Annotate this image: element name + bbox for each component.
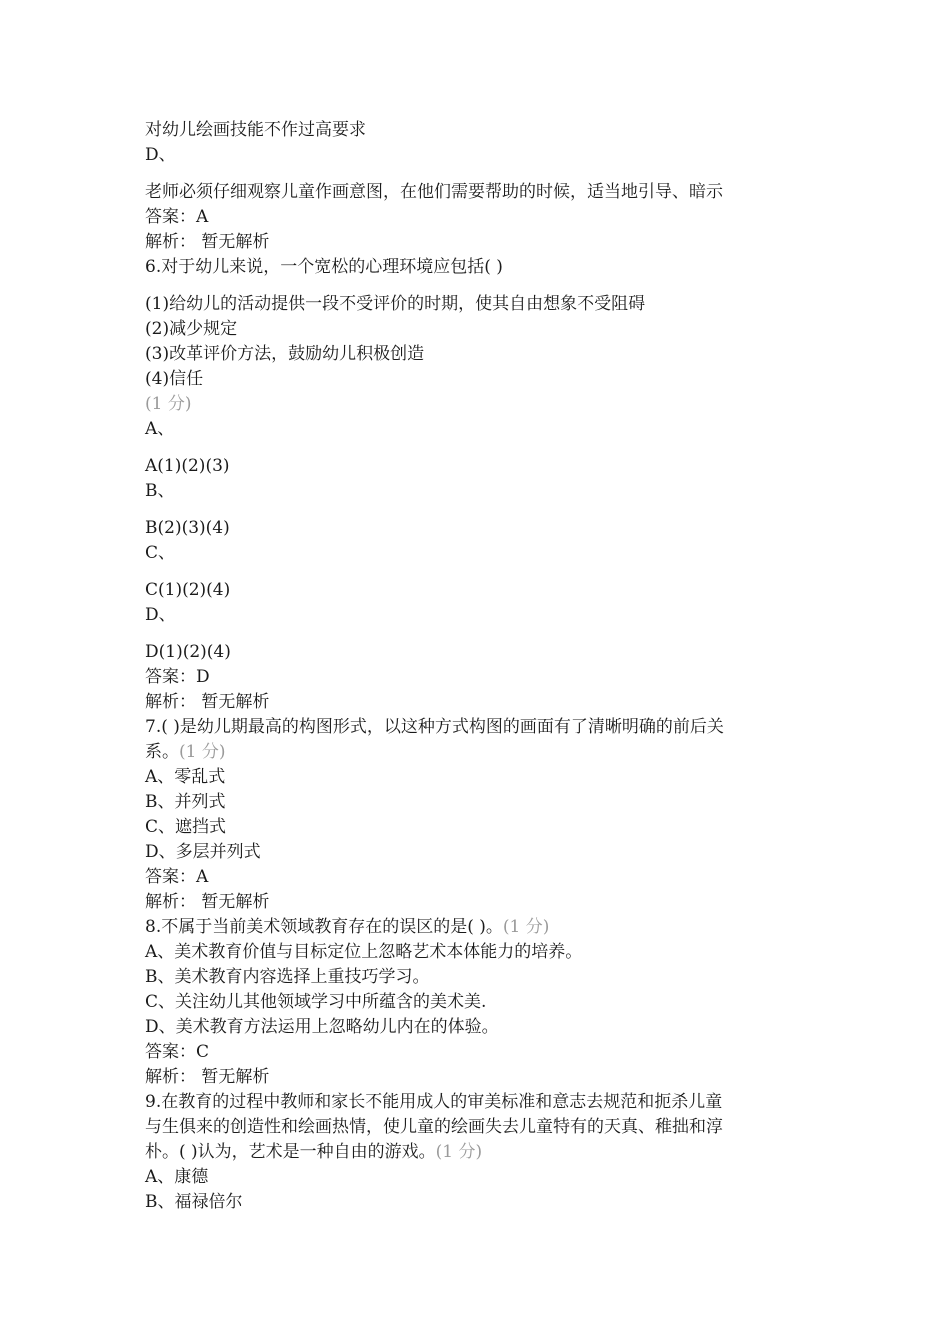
q6-option-b-label: B、 <box>145 481 175 501</box>
q6-item-1: (1)给幼儿的活动提供一段不受评价的时期，使其自由想象不受阻碍 <box>145 294 646 314</box>
q8-option-a: A、美术教育价值与目标定位上忽略艺术本体能力的培养。 <box>145 942 583 962</box>
q7-answer: 答案：A <box>145 867 209 887</box>
q6-option-a-label: A、 <box>145 419 175 439</box>
q9-option-b: B、福禄倍尔 <box>145 1192 243 1212</box>
q8-score: (1 分) <box>502 917 550 937</box>
q6-option-d-label: D、 <box>145 605 176 625</box>
q6-option-c-text: C(1)(2)(4) <box>145 580 231 600</box>
q8-option-d: D、美术教育方法运用上忽略幼儿内在的体验。 <box>145 1017 499 1037</box>
q7-stem-line-1: 7.( )是幼儿期最高的构图形式，以这种方式构图的画面有了清晰明确的前后关 <box>145 717 724 737</box>
q7-stem-line-2 <box>145 740 825 765</box>
q6-stem: 6.对于幼儿来说，一个宽松的心理环境应包括( ) <box>145 257 503 277</box>
q8-stem-line <box>145 915 825 940</box>
q7-stem-line-2-text: 系。 <box>145 742 179 762</box>
q9-stem-line-3-text: 朴。( )认为，艺术是一种自由的游戏。 <box>145 1142 436 1162</box>
q6-item-3: (3)改革评价方法，鼓励幼儿积极创造 <box>145 344 425 364</box>
q7-option-a: A、零乱式 <box>145 767 226 787</box>
prev-option-d-label: D、 <box>145 145 176 165</box>
q6-score: (1 分) <box>145 394 192 414</box>
q6-option-a-text: A(1)(2)(3) <box>145 456 230 476</box>
document-content <box>145 118 825 1215</box>
q8-option-b: B、美术教育内容选择上重技巧学习。 <box>145 967 430 987</box>
prev-option-d-text: 老师必须仔细观察儿童作画意图，在他们需要帮助的时候，适当地引导、暗示 <box>145 182 723 202</box>
q7-option-b: B、并列式 <box>145 792 226 812</box>
q8-answer: 答案：C <box>145 1042 210 1062</box>
q6-option-b-text: B(2)(3)(4) <box>145 518 230 538</box>
q7-analysis: 解析： 暂无解析 <box>145 892 270 912</box>
q8-analysis: 解析： 暂无解析 <box>145 1067 270 1087</box>
q6-option-d-text: D(1)(2)(4) <box>145 642 231 662</box>
q9-option-a: A、康德 <box>145 1167 209 1187</box>
q8-stem: 8.不属于当前美术领域教育存在的误区的是( )。 <box>145 917 503 937</box>
prev-option-c-text: 对幼儿绘画技能不作过高要求 <box>145 120 366 140</box>
q7-option-c: C、遮挡式 <box>145 817 227 837</box>
q6-option-c-label: C、 <box>145 543 176 563</box>
q6-answer: 答案：D <box>145 667 210 687</box>
q6-item-2: (2)减少规定 <box>145 319 238 339</box>
q6-item-4: (4)信任 <box>145 369 204 389</box>
q9-stem-line-3 <box>145 1140 825 1165</box>
q9-stem-line-2: 与生俱来的创造性和绘画热情，使儿童的绘画失去儿童特有的天真、稚拙和淳 <box>145 1117 723 1137</box>
q6-analysis: 解析： 暂无解析 <box>145 692 270 712</box>
q9-stem-line-1: 9.在教育的过程中教师和家长不能用成人的审美标准和意志去规范和扼杀儿童 <box>145 1092 723 1112</box>
q8-option-c: C、关注幼儿其他领域学习中所蕴含的美术美. <box>145 992 487 1012</box>
prev-answer: 答案：A <box>145 207 209 227</box>
q7-score: (1 分) <box>179 742 226 762</box>
q7-option-d: D、多层并列式 <box>145 842 261 862</box>
q9-score: (1 分) <box>435 1142 483 1162</box>
prev-analysis: 解析： 暂无解析 <box>145 232 270 252</box>
